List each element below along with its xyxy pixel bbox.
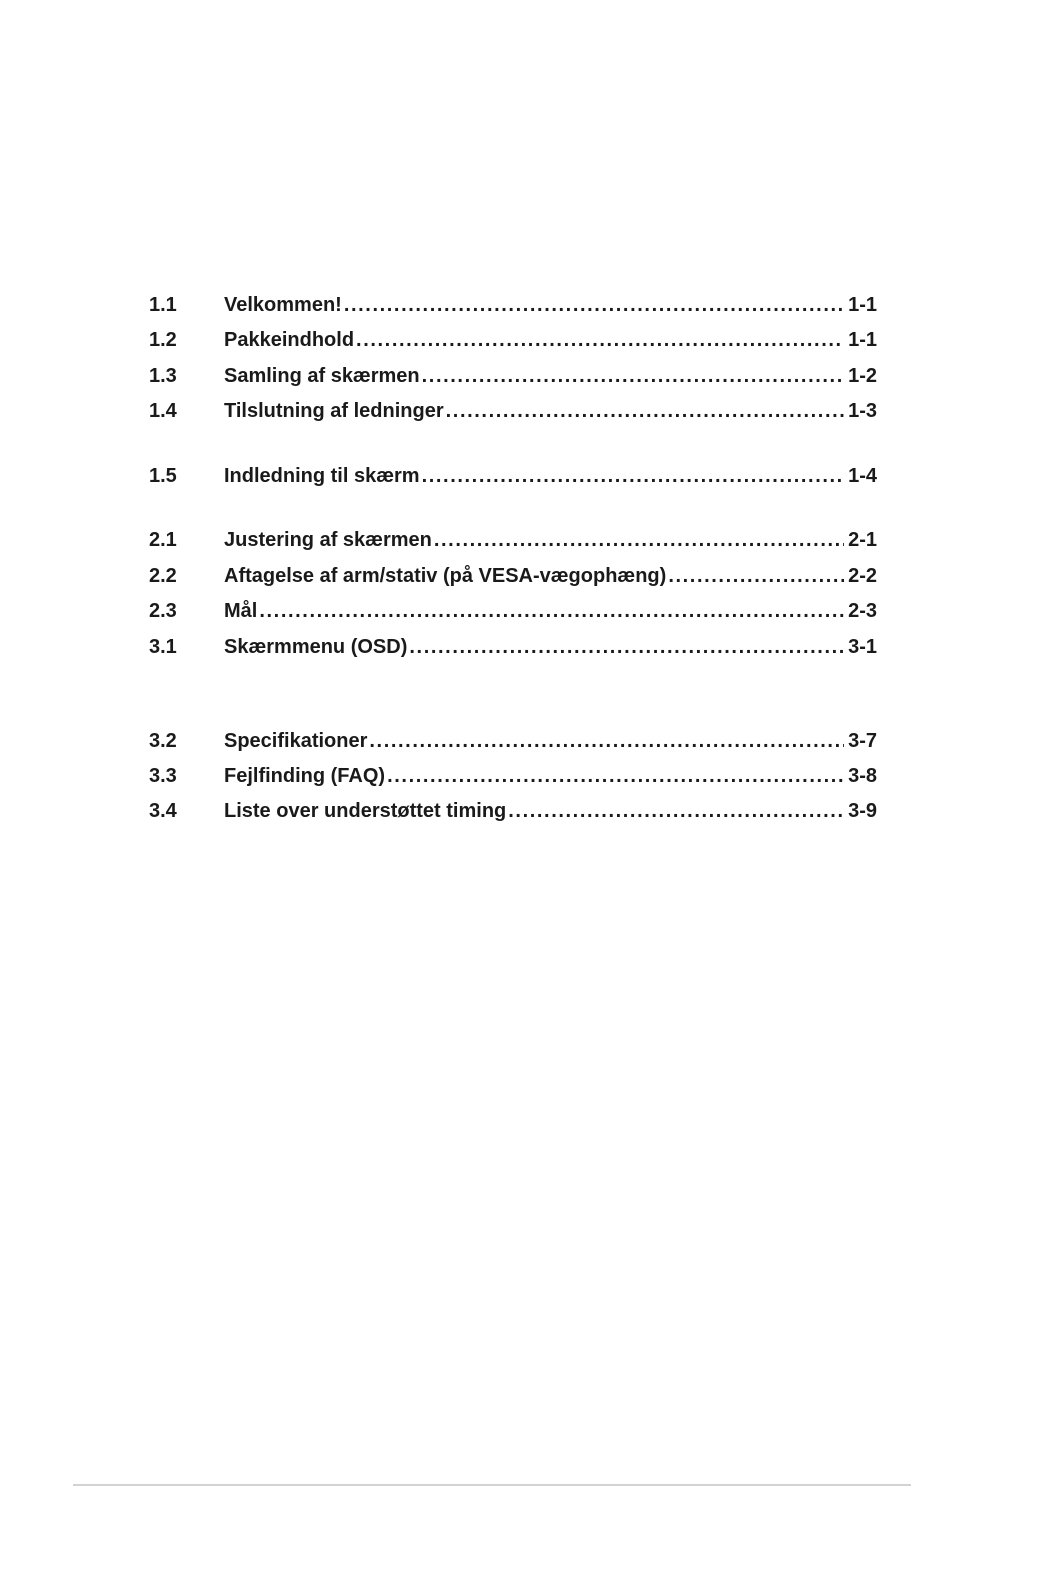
toc-entry-page: 1-3 (848, 400, 877, 422)
toc-entry-2-2[interactable] (149, 563, 877, 589)
dot-leader (422, 463, 845, 489)
toc-entry-number: 3.2 (149, 730, 177, 752)
dot-leader (434, 527, 844, 553)
toc-entry-title: Skærmmenu (OSD) (224, 636, 408, 658)
dot-leader (344, 292, 844, 318)
toc-entry-page: 1-4 (848, 465, 877, 487)
toc-entry-number: 2.3 (149, 600, 177, 622)
toc-entry-title: Liste over understøttet timing (224, 800, 507, 822)
toc-entry-title: Aftagelse af arm/stativ (på VESA-vægophæng) (224, 565, 667, 587)
toc-entry-title: Tilslutning af ledninger (224, 400, 444, 422)
toc-entry-number: 3.3 (149, 765, 177, 787)
dot-leader (409, 634, 844, 660)
toc-entry-page: 2-1 (848, 529, 877, 551)
dot-leader (356, 327, 844, 353)
footer-divider (73, 1484, 911, 1486)
toc-entry-1-1[interactable] (149, 292, 877, 318)
toc-entry-page: 3-9 (848, 800, 877, 822)
toc-entry-2-3[interactable] (149, 598, 877, 624)
toc-entry-page: 1-1 (848, 294, 877, 316)
toc-entry-title: Fejlfinding (FAQ) (224, 765, 386, 787)
toc-entry-page: 1-1 (848, 329, 877, 351)
toc-entry-title: Pakkeindhold (224, 329, 355, 351)
toc-entry-number: 1.1 (149, 294, 177, 316)
toc-entry-3-3[interactable] (149, 763, 877, 789)
dot-leader (369, 728, 844, 754)
toc-entry-3-1[interactable] (149, 634, 877, 660)
dot-leader (259, 598, 844, 624)
toc-entry-1-5[interactable] (149, 463, 877, 489)
dot-leader (387, 763, 844, 789)
toc-entry-3-4[interactable] (149, 798, 877, 824)
toc-entry-page: 3-1 (848, 636, 877, 658)
toc-entry-1-4[interactable] (149, 398, 877, 424)
toc-entry-title: Justering af skærmen (224, 529, 432, 551)
toc-entry-number: 1.2 (149, 329, 177, 351)
toc-entry-title: Indledning til skærm (224, 465, 420, 487)
toc-entry-page: 2-3 (848, 600, 877, 622)
toc-entry-number: 1.5 (149, 465, 177, 487)
dot-leader (446, 398, 844, 424)
toc-entry-title: Specifikationer (224, 730, 368, 752)
toc-entry-title: Velkommen! (224, 294, 342, 316)
toc-entry-3-2[interactable] (149, 728, 877, 754)
toc-entry-page: 3-7 (848, 730, 877, 752)
dot-leader (668, 563, 844, 589)
toc-entry-number: 1.3 (149, 365, 177, 387)
toc-entry-number: 2.1 (149, 529, 177, 551)
toc-entry-number: 2.2 (149, 565, 177, 587)
toc-entry-number: 1.4 (149, 400, 177, 422)
toc-entry-page: 1-2 (848, 365, 877, 387)
toc-entry-page: 3-8 (848, 765, 877, 787)
toc-entry-1-3[interactable] (149, 363, 877, 389)
toc-entry-title: Mål (224, 600, 258, 622)
toc-entry-number: 3.4 (149, 800, 177, 822)
toc-entry-1-2[interactable] (149, 327, 877, 353)
toc-entry-title: Samling af skærmen (224, 365, 420, 387)
dot-leader (508, 798, 844, 824)
toc-entry-page: 2-2 (848, 565, 877, 587)
toc-entry-number: 3.1 (149, 636, 177, 658)
toc-entry-2-1[interactable] (149, 527, 877, 553)
dot-leader (422, 363, 844, 389)
